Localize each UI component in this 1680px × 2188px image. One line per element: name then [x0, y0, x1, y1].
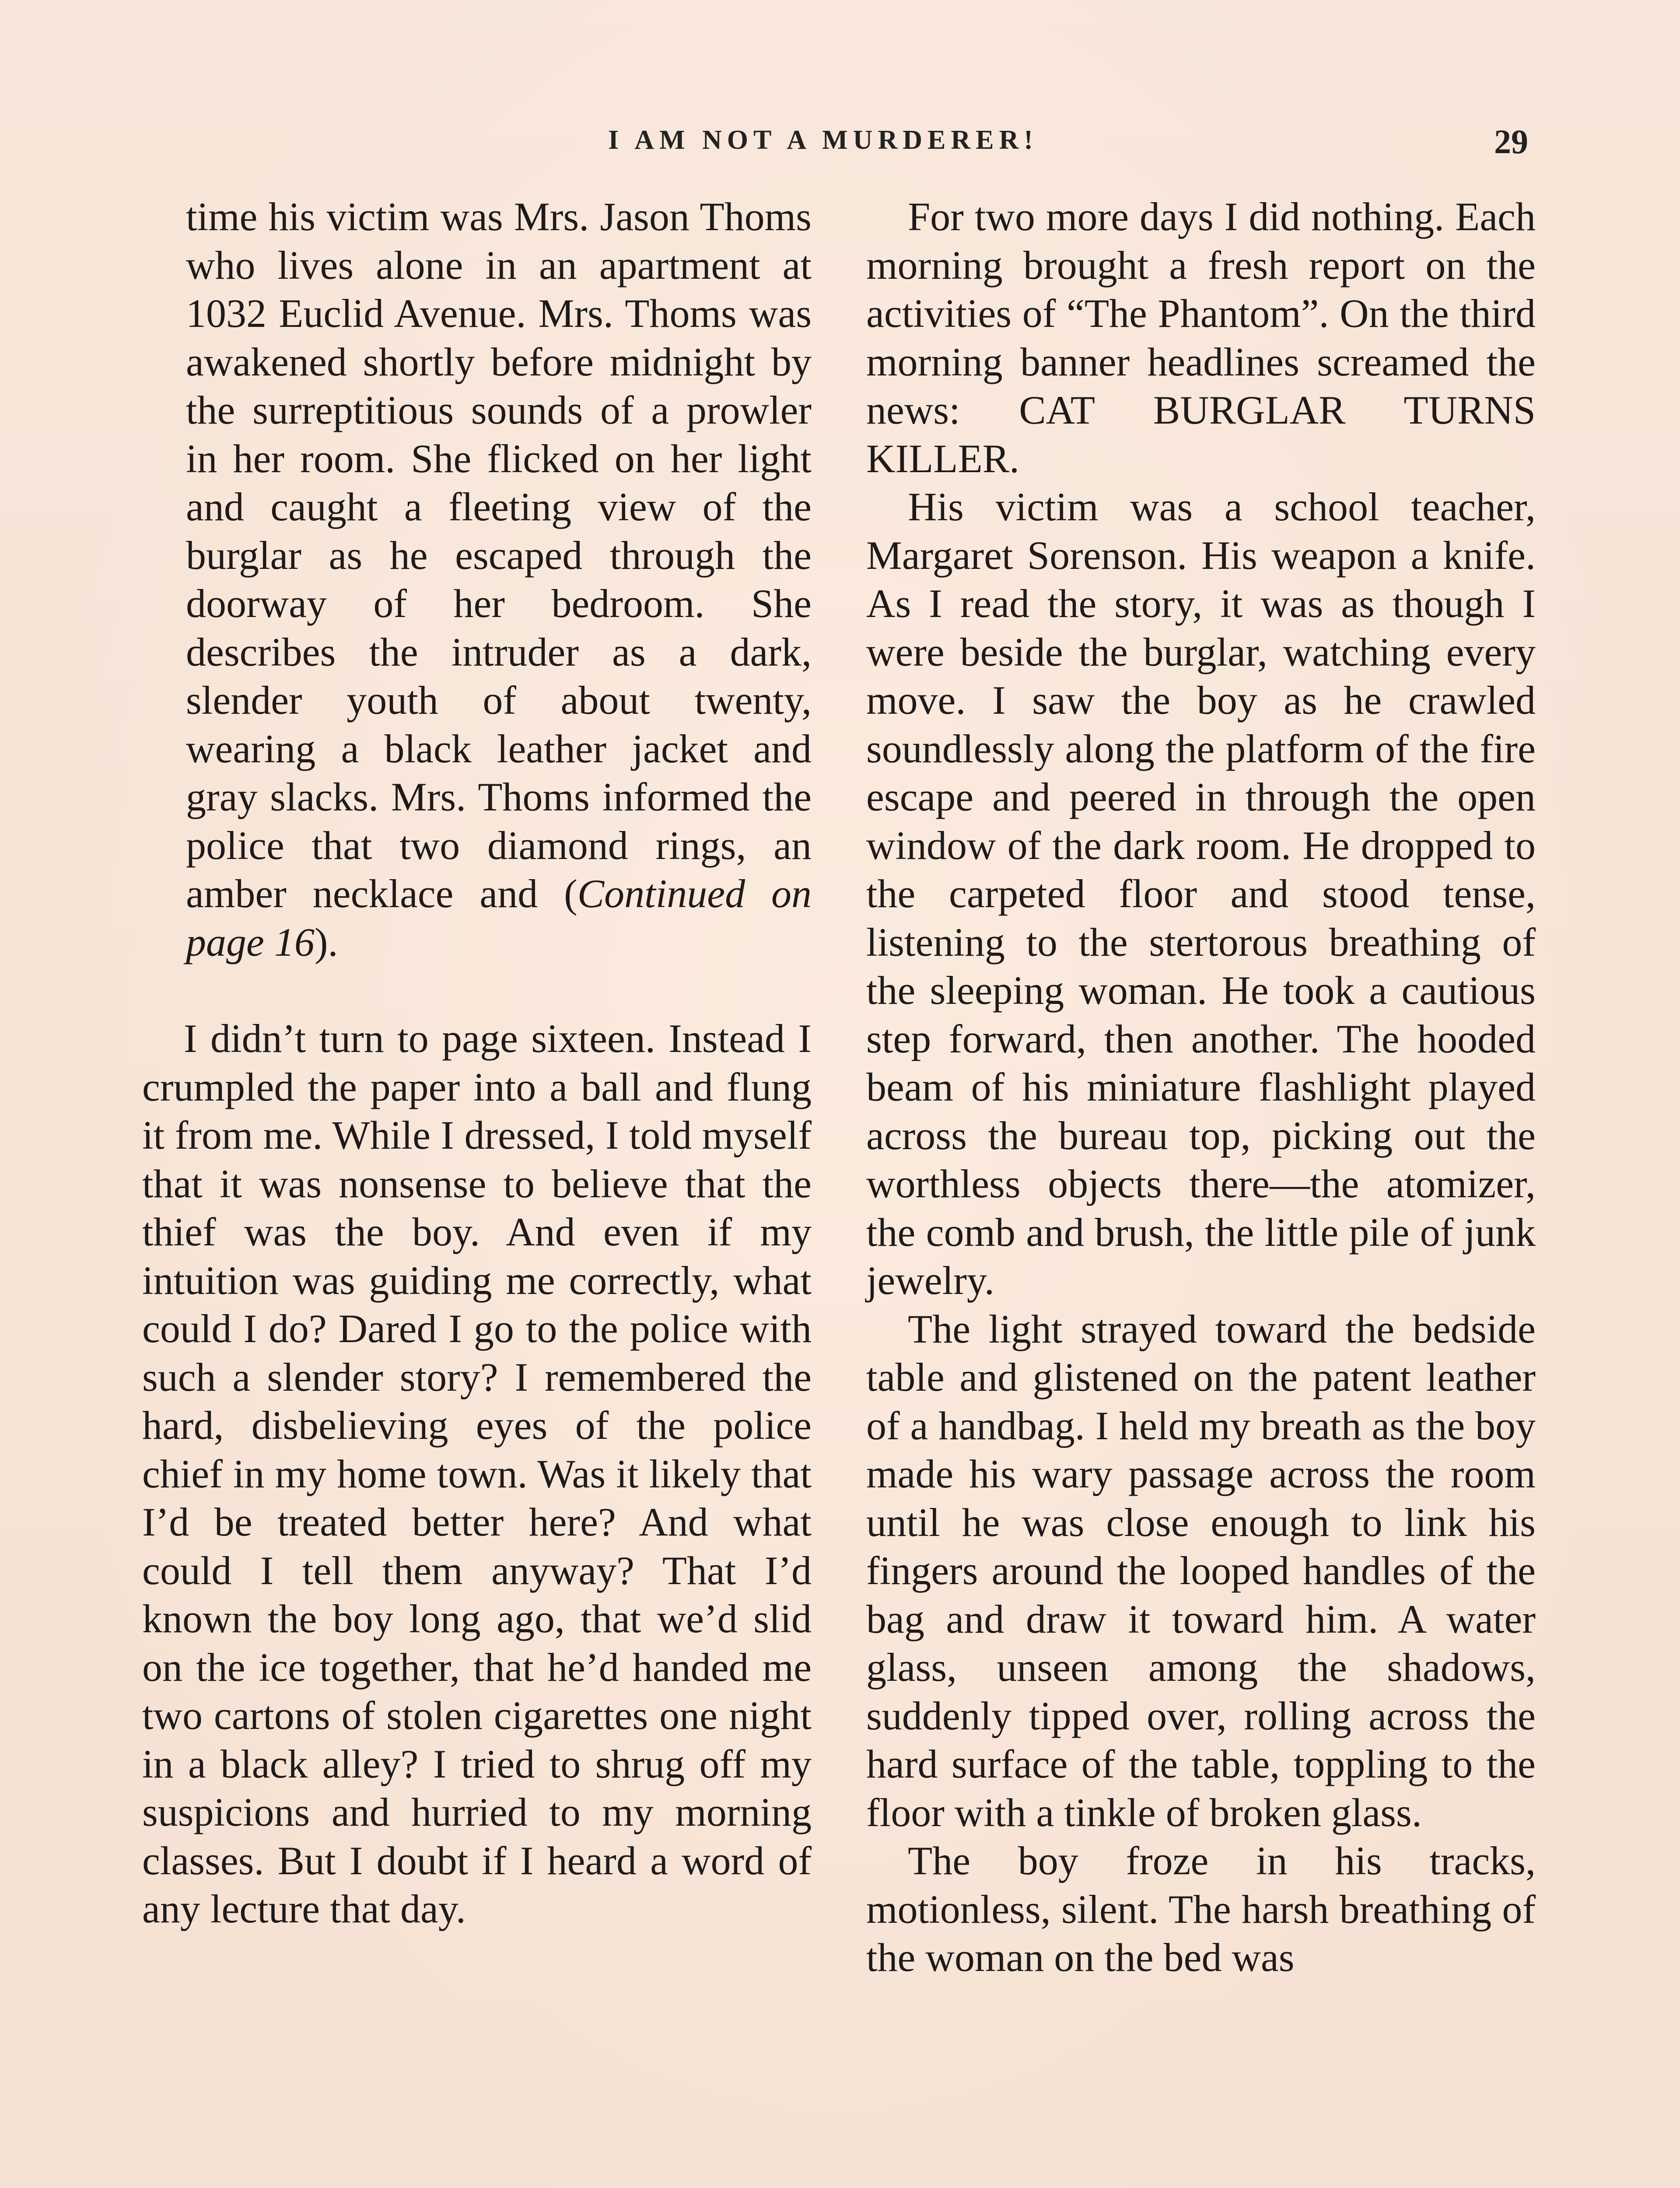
- left-paragraph-continued: [142, 193, 812, 966]
- left-paragraph-continued-text: time his victim was Mrs. Jason Thoms who lives alone in an apartment at 1032 Euclid Avenue. Mrs. Thoms was awakened shortly before midnight by the surreptitious sounds of a prowler in her room. She flicked on her light and caught a fleeting view of the burglar as he escaped through the doorway of her bedroom. She describes the intruder as a dark, slender youth of about twenty, wearing a black leather jacket and gray slacks. Mrs. Thoms informed the police that two diamond rings, an amber necklace and (: [186, 194, 812, 916]
- left-column: [142, 193, 812, 1933]
- right-paragraph-4: The boy froze in his tracks, motionless, silent. The harsh breathing of the woman on the bed was: [866, 1838, 1536, 1980]
- running-title: I AM NOT A MURDERER!: [608, 125, 1038, 155]
- left-paragraph-continued-end: ).: [314, 919, 338, 964]
- continued-on-page-note: Continued on page 16: [186, 871, 812, 964]
- right-paragraph-3: The light strayed toward the bedside table and glistened on the patent leather of a handbag. I held my breath as the boy made his wary passage across the room until he was close enough to link his fingers around the looped handles of the bag and draw it toward him. A water glass, unseen among the shadows, suddenly tipped over, rolling across the hard surface of the table, toppling to the floor with a tinkle of broken glass.: [866, 1306, 1536, 1835]
- right-column: [866, 193, 1536, 1982]
- right-paragraph-2: His victim was a school teacher, Margaret Sorenson. His weapon a knife. As I read the story, it was as though I were beside the burglar, watching every move. I saw the boy as he crawled soundlessly along the platform of the fire escape and peered in through the open window of the dark room. He dropped to the carpeted floor and stood tense, listening to the stertorous breathing of the sleeping woman. He took a cautious step forward, then another. The hooded beam of his miniature flashlight played across the bureau top, picking out the worthless objects there—the atomizer, the comb and brush, the little pile of junk jewelry.: [866, 484, 1536, 1303]
- left-paragraph-2: I didn’t turn to page sixteen. Instead I crumpled the paper into a ball and flung it from me. While I dressed, I told myself that it was nonsense to believe that the thief was the boy. And even if my intuition was guiding me correctly, what could I do? Dared I go to the police with such a slender story? I remembered the hard, disbelieving eyes of the police chief in my home town. Was it likely that I’d be treated better here? And what could I tell them anyway? That I’d known the boy long ago, that we’d slid on the ice together, that he’d handed me two cartons of stolen cigarettes one night in a black alley? I tried to shrug off my suspicions and hurried to my morning classes. But I doubt if I heard a word of any lecture that day.: [142, 1016, 812, 1931]
- page-number: 29: [1494, 123, 1528, 161]
- running-head: [0, 125, 1680, 164]
- right-paragraph-1: For two more days I did nothing. Each morning brought a fresh report on the activities of “The Phantom”. On the third morning banner headlines screamed the news: CAT BURGLAR TURNS KILLER.: [866, 194, 1536, 481]
- paragraph-gap: [142, 966, 812, 1014]
